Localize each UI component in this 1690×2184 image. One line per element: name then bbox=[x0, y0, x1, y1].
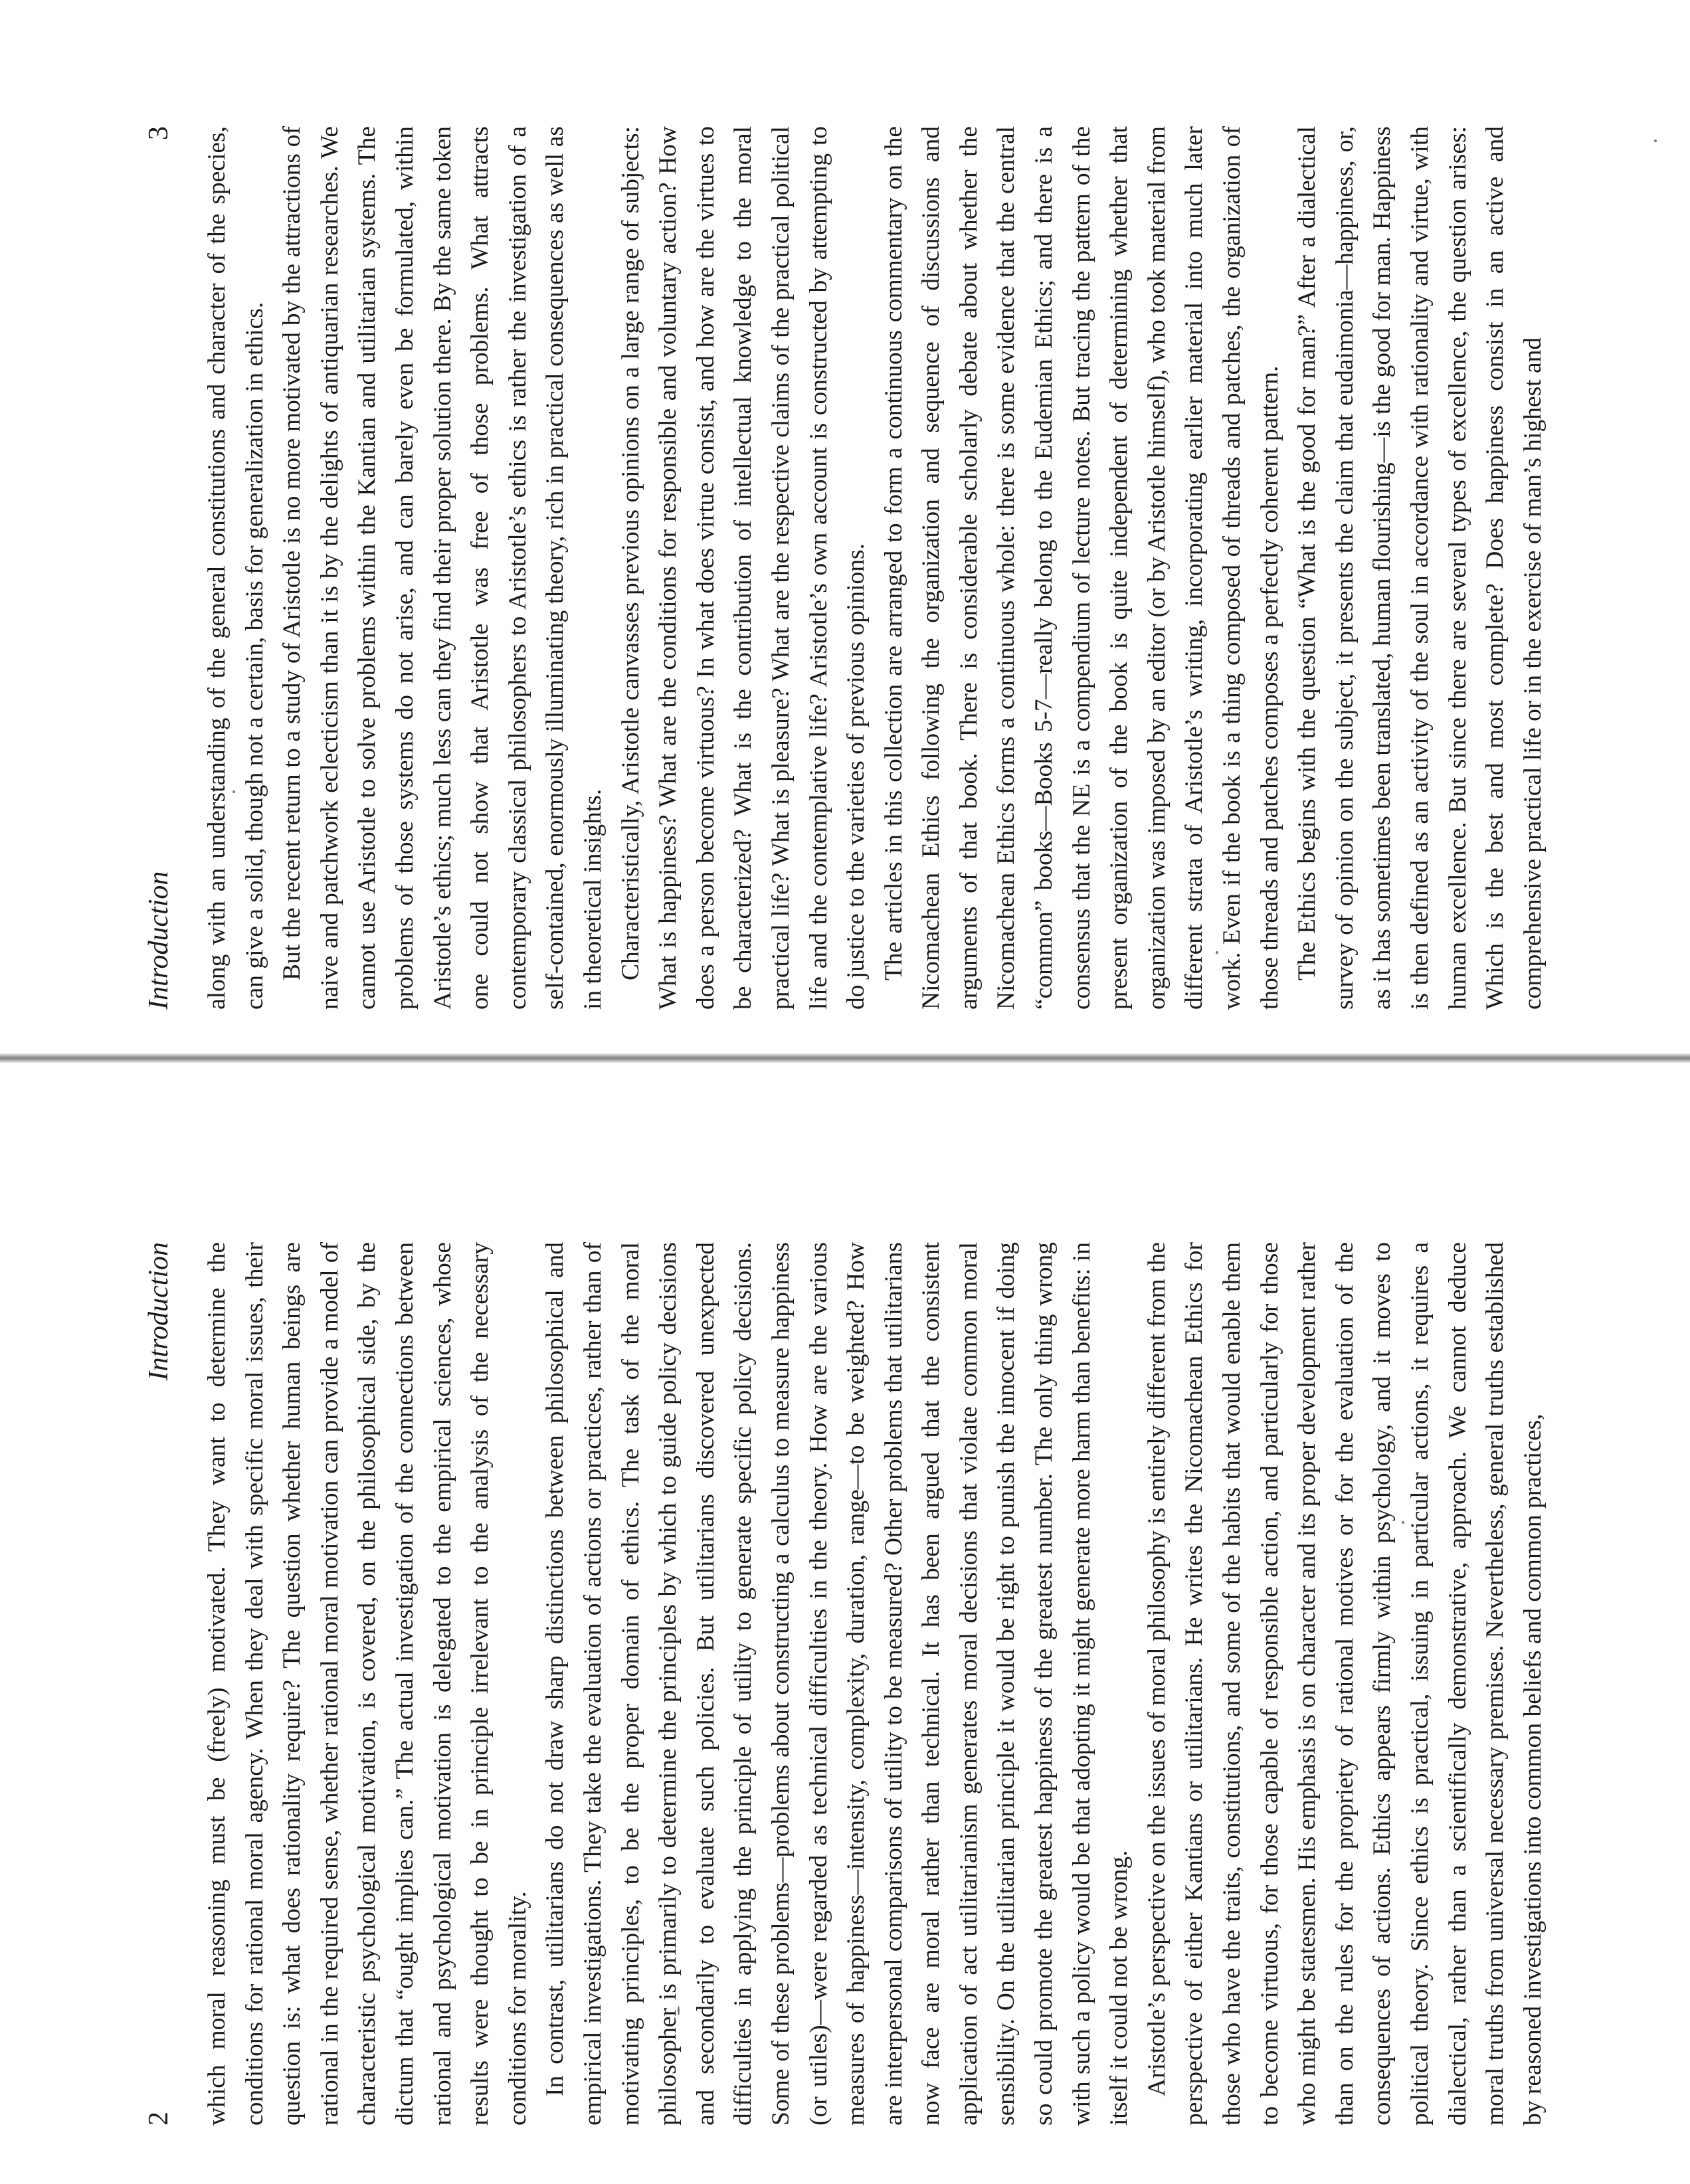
page-3 bbox=[143, 126, 1547, 1010]
page-number: 3 bbox=[143, 126, 174, 140]
paragraph: The articles in this collection are arranged to form a continuous commentary on the Nicomachean Ethics following the organization and sequence of discussions and arguments of that book. There is considerable scholarly debate about whether the Nicomachean Ethics forms a continuous whole: there is some evidence that the central “common” books—Books 5-7—really belong to the Eudemian Ethics; and there is a consensus that the NE is a compendium of lecture notes. But tracing the pattern of the present organization of the book is quite independent of determining whether that organization was imposed by an editor (or by Aristotle himself), who took material from different strata of Aristotle’s writing, incorporating earlier material into much later work. Even if the book is a thing composed of threads and patches, the organization of those threads and patches composes a perfectly coherent pattern. bbox=[880, 126, 1283, 1010]
paragraph: The Ethics begins with the question “What is the good for man?” After a dialectical survey of opinion on the subject, it presents the claim that eudaimonia—happiness, or, as it has sometimes been translated, human flourishing—is the good for man. Happiness is then defined as an activity of the soul in accordance with rationality and virtue, with human excellence. But since there are several types of excellence, the question arises: Which is the best and most complete? Does happiness consist in an active and comprehensive practical life or in the exercise of man’s highest and bbox=[1293, 126, 1547, 1010]
running-head bbox=[143, 126, 176, 1010]
page-body bbox=[199, 1242, 1552, 2126]
paragraph: But the recent return to a study of Aristotle is no more motivated by the attractions of naive and patchwork eclecticism than it is by the delights of antiquarian researches. We cannot use Aristotle to solve problems within the Kantian and utilitarian systems. The problems of those systems do not arise, and can barely even be formulated, within Aristotle’s ethics; much less can they find their proper solution there. By the same token one could not show that Aristotle was free of those problems. What attracts contemporary classical philosophers to Aristotle’s ethics is rather the investigation of a self-contained, enormously illuminating theory, rich in practical consequences as well as in theoretical insights. bbox=[278, 126, 607, 1010]
book-fold-shadow bbox=[0, 1053, 1690, 1063]
page-body bbox=[199, 126, 1552, 1010]
paragraph: Characteristically, Aristotle canvasses previous opinions on a large range of subjects: What is happiness? What are the conditions for responsible and voluntary action? How does a person become virtuous? In what does virtue consist, and how are the virtues to be characterized? What is the contribution of intellectual knowledge to the moral practical life? What is pleasure? What are the respective claims of the practical political life and the contemplative life? Aristotle’s own account is constructed by attempting to do justice to the varieties of previous opinions. bbox=[616, 126, 870, 1010]
page-number: 2 bbox=[143, 2112, 174, 2126]
page-2 bbox=[143, 1242, 1547, 2126]
running-head-title: Introduction bbox=[143, 871, 174, 1010]
running-head-title: Introduction bbox=[143, 1242, 174, 1381]
paragraph: which moral reasoning must be (freely) motivated. They want to determine the conditions for rational moral agency. When they deal with specific moral issues, their question is: what does rationality require? The question whether human beings are rational in the required sense, whether rational moral motivation can provide a model of characteristic psychological motivation, is covered, on the philosophical side, by the dictum that “ought implies can.” The actual investigation of the connections between rational and psychological motivation is delegated to the empirical sciences, whose results were thought to be in principle irrelevant to the analysis of the necessary conditions for morality. bbox=[203, 1242, 531, 2126]
scan-speck bbox=[1654, 139, 1657, 142]
paragraph: along with an understanding of the general constitutions and character of the species, can give a solid, though not a certain, basis for generalization in ethics. bbox=[203, 126, 268, 1010]
paragraph: In contrast, utilitarians do not draw sharp distinctions between philosophical and empirical investigations. They take the evaluation of actions or practices, rather than of motivating principles, to be the proper domain of ethics. The task of the moral philosopher is primarily to determine the principles by which to guide policy decisions and secondarily to evaluate such policies. But utilitarians discovered unexpected difficulties in applying the principle of utility to generate specific policy decisions. Some of these problems—problems about constructing a calculus to measure happiness (or utiles)—were regarded as technical difficulties in the theory. How are the various measures of happiness—intensity, complexity, duration, range—to be weighted? How are interpersonal comparisons of utility to be measured? Other problems that utilitarians now face are moral rather than technical. It has been argued that the consistent application of act utilitarianism generates moral decisions that violate common moral sensibility. On the utilitarian principle it would be right to punish the innocent if doing so could promote the greatest happiness of the greatest number. The only thing wrong with such a policy would be that adopting it might generate more harm than benefits: in itself it could not be wrong. bbox=[541, 1242, 1133, 2126]
paragraph: Aristotle’s perspective on the issues of moral philosophy is entirely different from the perspective of either Kantians or utilitarians. He writes the Nicomachean Ethics for those who have the traits, constitutions, and some of the habits that would enable them to become virtuous, for those capable of responsible action, and particularly for those who might be statesmen. His emphasis is on character and its proper development rather than on the rules for the propriety of rational motives or for the evaluation of the consequences of actions. Ethics appears firmly within psychology, and it moves to political theory. Since ethics is practical, issuing in particular actions, it requires a dialectical, rather than a scientifically demonstrative, approach. We cannot deduce moral truths from universal necessary premises. Nevertheless, general truths established by reasoned investigations into common beliefs and common practices, bbox=[1143, 1242, 1547, 2126]
running-head bbox=[143, 1242, 176, 2126]
